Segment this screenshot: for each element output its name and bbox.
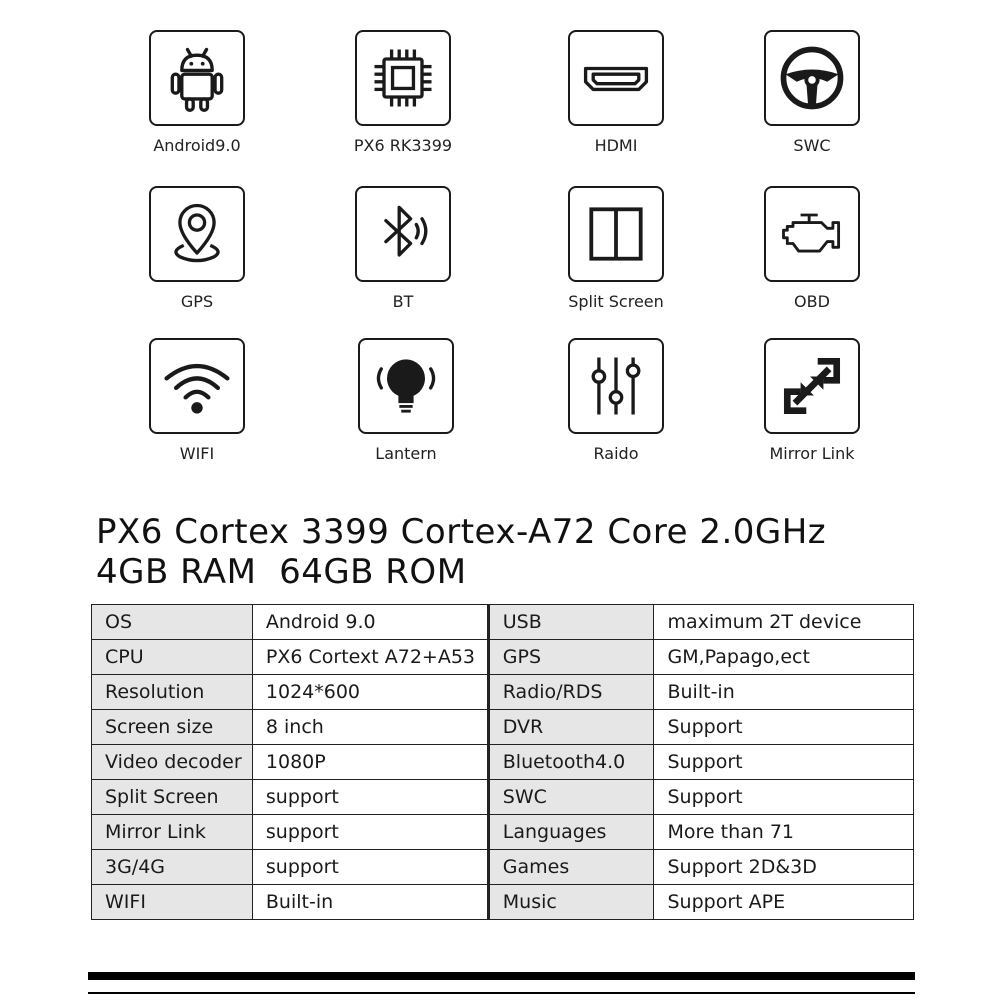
feature-obd xyxy=(712,186,912,311)
spec-value: PX6 Cortext A72+A53 xyxy=(252,640,488,675)
feature-android xyxy=(97,30,297,155)
divider-thin xyxy=(88,992,915,994)
mirror-link-icon xyxy=(764,338,860,434)
spec-value: Support xyxy=(654,710,914,745)
spec-label: USB xyxy=(488,605,654,640)
spec-value: 1024*600 xyxy=(252,675,488,710)
spec-label: Mirror Link xyxy=(92,815,253,850)
cpu-chip-icon xyxy=(355,30,451,126)
feature-label: WIFI xyxy=(179,444,215,463)
spec-value: Built-in xyxy=(252,885,488,920)
feature-split-screen xyxy=(516,186,716,311)
feature-label: HDMI xyxy=(594,136,638,155)
spec-label: Resolution xyxy=(92,675,253,710)
spec-label: WIFI xyxy=(92,885,253,920)
feature-swc xyxy=(712,30,912,155)
feature-radio xyxy=(516,338,716,463)
feature-label: Raido xyxy=(593,444,639,463)
android-icon xyxy=(149,30,245,126)
lightbulb-icon xyxy=(358,338,454,434)
spec-heading-line1: PX6 Cortex 3399 Cortex-A72 Core 2.0GHz xyxy=(96,512,827,552)
table-row xyxy=(92,885,914,920)
wifi-icon xyxy=(149,338,245,434)
split-screen-icon xyxy=(568,186,664,282)
spec-label: Screen size xyxy=(92,710,253,745)
spec-value: support xyxy=(252,850,488,885)
spec-label: Split Screen xyxy=(92,780,253,815)
feature-label: BT xyxy=(392,292,414,311)
feature-lantern xyxy=(306,338,506,463)
spec-value: 8 inch xyxy=(252,710,488,745)
table-row xyxy=(92,780,914,815)
equalizer-icon xyxy=(568,338,664,434)
spec-value: maximum 2T device xyxy=(654,605,914,640)
feature-label: Lantern xyxy=(375,444,437,463)
spec-label: 3G/4G xyxy=(92,850,253,885)
table-row xyxy=(92,605,914,640)
spec-value: Support xyxy=(654,745,914,780)
spec-value: Android 9.0 xyxy=(252,605,488,640)
feature-bt xyxy=(303,186,503,311)
spec-label: Radio/RDS xyxy=(488,675,654,710)
spec-heading-line2: 4GB RAM 64GB ROM xyxy=(96,552,467,592)
spec-value: GM,Papago,ect xyxy=(654,640,914,675)
feature-hdmi xyxy=(516,30,716,155)
spec-label: SWC xyxy=(488,780,654,815)
spec-value: Support xyxy=(654,780,914,815)
spec-value: Support APE xyxy=(654,885,914,920)
feature-wifi xyxy=(97,338,297,463)
spec-label: Video decoder xyxy=(92,745,253,780)
steering-wheel-icon xyxy=(764,30,860,126)
spec-label: DVR xyxy=(488,710,654,745)
feature-label: GPS xyxy=(180,292,214,311)
feature-label: SWC xyxy=(793,136,831,155)
spec-value: 1080P xyxy=(252,745,488,780)
feature-label: PX6 RK3399 xyxy=(353,136,453,155)
table-row xyxy=(92,640,914,675)
spec-label: Music xyxy=(488,885,654,920)
hdmi-icon xyxy=(568,30,664,126)
spec-table xyxy=(91,604,914,920)
feature-label: Mirror Link xyxy=(769,444,855,463)
engine-icon xyxy=(764,186,860,282)
spec-label: GPS xyxy=(488,640,654,675)
bluetooth-icon xyxy=(355,186,451,282)
table-row xyxy=(92,850,914,885)
feature-label: OBD xyxy=(794,292,830,311)
table-row xyxy=(92,675,914,710)
feature-cpu xyxy=(303,30,503,155)
spec-heading xyxy=(96,512,826,592)
spec-value: More than 71 xyxy=(654,815,914,850)
spec-value: Support 2D&3D xyxy=(654,850,914,885)
spec-value: support xyxy=(252,780,488,815)
gps-pin-icon xyxy=(149,186,245,282)
spec-value: support xyxy=(252,815,488,850)
feature-mirror-link xyxy=(712,338,912,463)
feature-gps xyxy=(97,186,297,311)
divider-thick xyxy=(88,972,915,980)
spec-value: Built-in xyxy=(654,675,914,710)
feature-label: Split Screen xyxy=(568,292,664,311)
table-row xyxy=(92,815,914,850)
spec-label: CPU xyxy=(92,640,253,675)
table-row xyxy=(92,745,914,780)
spec-label: Games xyxy=(488,850,654,885)
spec-label: Languages xyxy=(488,815,654,850)
table-row xyxy=(92,710,914,745)
spec-label: OS xyxy=(92,605,253,640)
spec-label: Bluetooth4.0 xyxy=(488,745,654,780)
feature-label: Android9.0 xyxy=(153,136,241,155)
